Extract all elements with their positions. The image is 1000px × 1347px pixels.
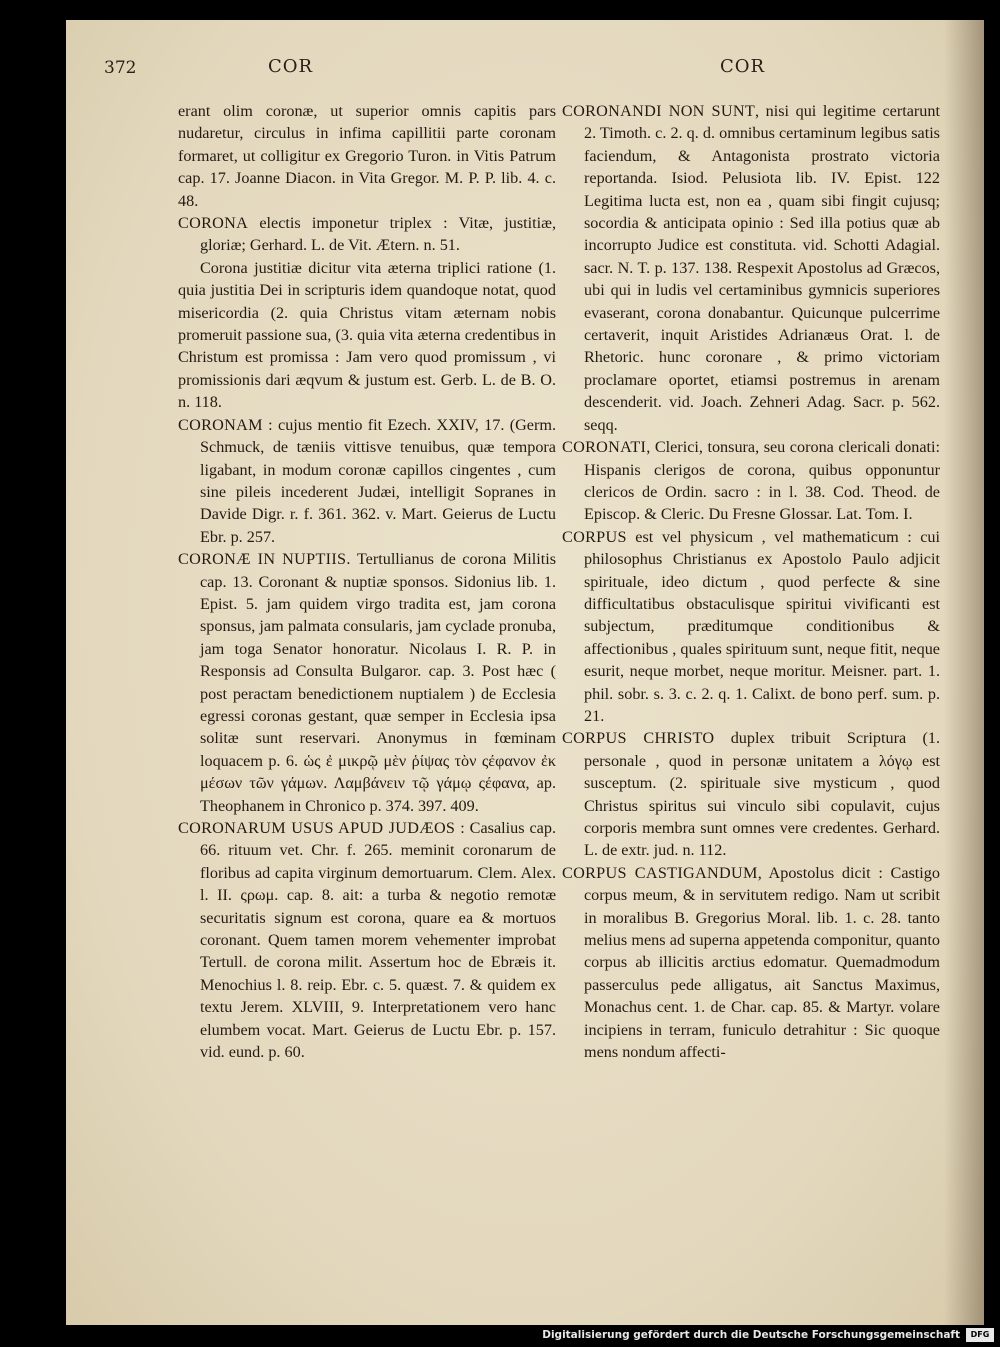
entry-headword: CORONARUM USUS APUD JUDÆOS (178, 819, 456, 837)
dfg-logo-icon[interactable]: DFG (966, 1328, 994, 1342)
paragraph-corona-justitiae: Corona justitiæ dicitur vita æterna triplici ratione (1. quia justitia Dei in scripturis idem quandoque notat, quod misericordia (2. quia Christus vitam æternam nobis promeruit passione sua, (3. quia vita æterna credentibus in Christum est promissa : Jam vero quod promissum , vi promissionis dari æqvum & justum est. Gerb. L. de B. O. n. 118. (178, 258, 556, 412)
entry-coronae-in-nuptiis: CORONÆ IN NUPTIIS. Tertullianus de corona Militis cap. 13. Coronant & nuptiæ sponsos. Sidonius lib. 1. Epist. 5. jam quidem virgo tradita est, jam corona sponsus, jam palmata consularis, jam cyclade pronuba, jam toga Senator honoratur. Nicolaus I. R. P. in Responsis ad Consulta Bulgaror. cap. 3. Post hæc ( post peractam benedictionem nuptialem ) de Ecclesia egressi coronas gestant, quæ semper in Ecclesia ipsa solitæ sunt reservari. Anonymus in fœminam loquacem p. 6. ὡς ἐ μικρῷ μὲν ῥίψας τὸν ςέφανον ἐκ μέσων τῶν γάμων. Λαμβάνειν τῷ γάμῳ ςέφανα, ap. Theophanem in Chronico p. 374. 397. 409. (178, 550, 557, 815)
funding-notice: Digitalisierung gefördert durch die Deutsche Forschungsgemeinschaft (542, 1329, 960, 1341)
entry-headword: CORPUS CHRISTO (562, 729, 715, 748)
footer-bar (0, 1325, 1000, 1347)
page-gutter-shadow (944, 20, 984, 1325)
entry-coronandi-non-sunt: CORONANDI NON SUNT, nisi qui legitime certarunt 2. Timoth. c. 2. q. d. omnibus certaminum legibus satis faciendum, & Antagonista prostrato victoria reportanda. Isiod. Pelusiota lib. IV. Epist. 122 Legitima lucta est, non ea , quam sibi fingit cujusq; socordia & anticipata opinio : Sed illa potius quæ ab incorrupto Judice est constituta. vid. Schotti Adagial. sacr. N. T. p. 137. 138. Respexit Apostolus ad Græcos, ubi qui in ludis vel certaminibus gymnicis superiores evaserant, corona donabantur. Quicunque pulcerrime certaverit, inquit Aristides Adrianæus Orat. l. de Rhetoric. hunc coronare , & primo victoriam proclamare oportet, etiamsi postremus in arenam descenderit. vid. Joach. Zehneri Adag. Sacr. p. 562. seqq. (562, 102, 940, 434)
paragraph-continuation: erant olim coronæ, ut superior omnis capitis pars nudaretur, circulus in infima capillitii parte coronam formaret, ut colligitur ex Gregorio Turon. in Vitis Patrum cap. 17. Joanne Diacon. in Vita Gregor. M. P. P. lib. 4. c. 48. (178, 102, 556, 210)
entry-headword: CORONATI (562, 438, 647, 457)
entry-headword: CORONÆ IN NUPTIIS. (178, 550, 351, 569)
page-number: 372 (104, 58, 137, 78)
running-head-left: COR (268, 56, 314, 77)
left-column (178, 100, 556, 1063)
entry-headword: CORONA (178, 214, 249, 233)
entry-coronam: CORONAM : cujus mentio fit Ezech. XXIV, 17. (Germ. Schmuck, de tæniis vittisve tenuibus, quæ tempora ligabant, in modum coronæ capillos cingentes , cum sine pileis incederent Judæi, intelligit Sopranes in Davide Digr. r. f. 361. 362. v. Mart. Geierus de Luctu Ebr. p. 257. (178, 415, 556, 546)
entry-headword: CORONANDI NON SUNT (562, 102, 756, 120)
entry-headword: CORPUS (562, 527, 627, 546)
entry-headword: CORONAM (178, 415, 263, 434)
entry-headword: CORPUS CASTIGANDUM (562, 863, 758, 882)
entry-coronati: CORONATI, Clerici, tonsura, seu corona clericali donati: Hispanis clerigos de corona, quibus opponuntur clericos de Ordin. sacro : in l. 38. Cod. Theod. de Episcop. & Cleric. Du Fresne Glossar. Lat. Tom. I. (562, 438, 940, 524)
entry-corpus-christo: CORPUS CHRISTO duplex tribuit Scriptura (1. personale , quod in personæ unitatem a λόγῳ est susceptum. (2. spirituale sive mysticum , quod Christus spiritus sui vinculo sibi copulavit, cujus corporis membra sunt omnes vere credentes. Gerhard. L. de extr. jud. n. 112. (562, 729, 940, 860)
entry-corpus: CORPUS est vel physicum , vel mathematicum : cui philosophus Christianus ex Apostolo Paulo adjicit spirituale, ideo dictum , quod perfecte & sine difficultatibus obstaculisque spiritui vivificanti est subjectum, præditumque conditionibus & affectionibus , quales spirituum sunt, neque fitit, neque esurit, neque morbet, neque moritur. Meisner. part. 1. phil. sobr. s. 3. c. 2. q. 1. Calixt. de bono perf. sum. p. 21. (562, 527, 940, 725)
entry-corona: CORONA electis imponetur triplex : Vitæ, justitiæ, gloriæ; Gerhard. L. de Vit. Ætern. n. 51. (178, 214, 556, 255)
running-head-right: COR (720, 56, 766, 77)
right-column (562, 100, 940, 1063)
entry-coronarum-usus: CORONARUM USUS APUD JUDÆOS : Casalius cap. 66. rituum vet. Chr. f. 265. meminit coronarum de floribus ad capita virginum demortuarum. Clem. Alex. l. II. ςρωμ. cap. 8. ait: a turba & negotio remotæ securitatis signum est corona, quare ea & mortuos coronant. Quem tamen morem vehementer improbat Tertull. de corona milit. Assertum hoc de Ebræis it. Menochius l. 8. reip. Ebr. c. 5. quæst. 7. & quidem ex textu Jerem. XLVIII, 9. Interpretationem vero hanc elumbem vocat. Mart. Geierus de Luctu Ebr. p. 157. vid. eund. p. 60. (178, 819, 556, 1062)
entry-corpus-castigandum: CORPUS CASTIGANDUM, Apostolus dicit : Castigo corpus meum, & in servitutem redigo. Nam ut scribit in moralibus B. Gregorius Moral. lib. 1. c. 28. tanto melius mens ad superna appetenda componitur, quanto corpus ab illicitis arctius edomatur. Quemadmodum passerculus pede alligatus, ait Sanctus Maximus, Monachus cent. 1. de Char. cap. 85. & Martyr. volare incipiens in terram, funiculo detrahitur : Sic quoque mens nondum affecti- (562, 863, 940, 1062)
